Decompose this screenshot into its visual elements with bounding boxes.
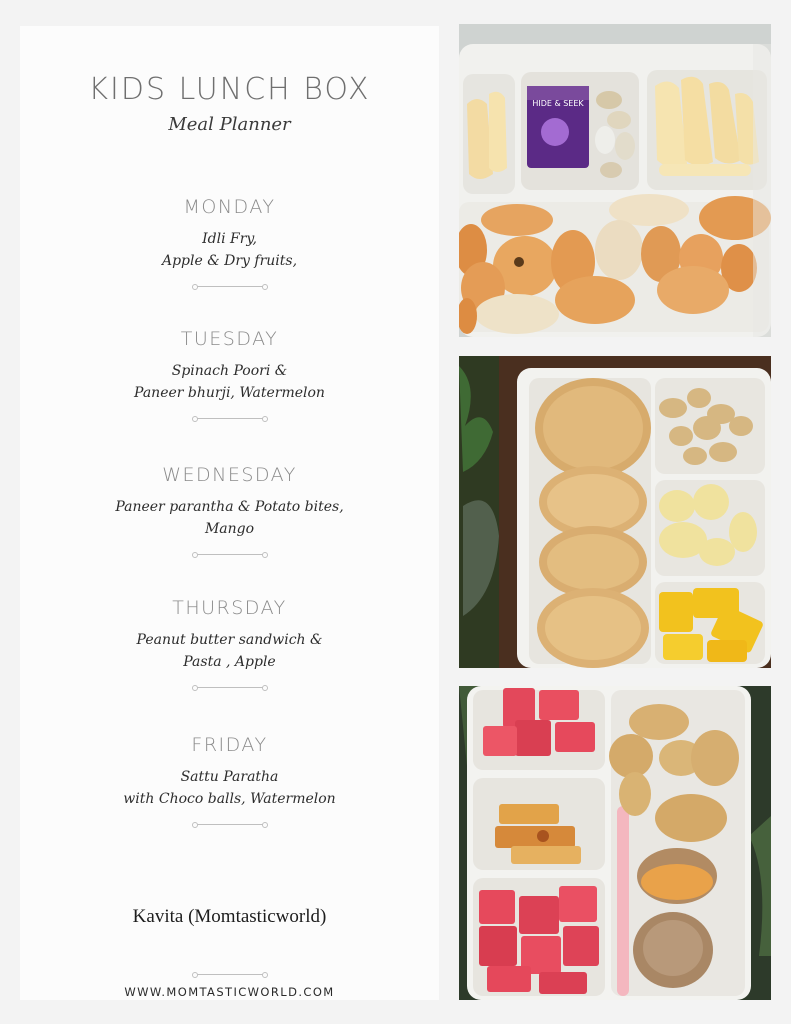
day-name: FRIDAY	[191, 734, 268, 756]
lunchbox-poori-mango-photo	[459, 356, 771, 668]
divider	[195, 824, 265, 825]
day-name: THURSDAY	[172, 597, 287, 619]
divider	[195, 554, 265, 555]
day-name: MONDAY	[183, 196, 276, 218]
meal-description: Idli Fry, Apple & Dry fruits,	[161, 231, 298, 269]
meal-description: Paneer parantha & Potato bites, Mango	[115, 499, 344, 537]
day-section-thursday	[20, 597, 439, 688]
divider	[195, 974, 265, 975]
day-section-wednesday	[20, 464, 439, 555]
divider	[195, 687, 265, 688]
day-section-friday	[20, 734, 439, 825]
lunchbox-paratha-watermelon-photo	[459, 686, 771, 1000]
divider	[195, 418, 265, 419]
day-name: WEDNESDAY	[162, 464, 297, 486]
lunchbox-photo-monday	[459, 24, 771, 337]
meal-description: Sattu Paratha with Choco balls, Watermelon	[123, 769, 336, 807]
day-section-tuesday	[20, 328, 439, 419]
meal-planner-card	[20, 26, 439, 1000]
meal-description: Peanut butter sandwich & Pasta , Apple	[136, 632, 323, 670]
meal-description: Spinach Poori & Paneer bhurji, Watermelon	[134, 363, 325, 401]
page-title: KIDS LUNCH BOX	[88, 72, 371, 107]
lunchbox-photo-tuesday	[459, 356, 771, 668]
website-link[interactable]: WWW.MOMTASTICWORLD.COM	[124, 985, 335, 999]
day-section-monday	[20, 196, 439, 287]
day-name: TUESDAY	[180, 328, 279, 350]
author-name: Kavita (Momtasticworld)	[132, 906, 327, 927]
lunchbox-photo-friday	[459, 686, 771, 1000]
divider	[195, 286, 265, 287]
snack-pack-label: HIDE & SEEK	[532, 99, 584, 108]
page-subtitle: Meal Planner	[168, 114, 291, 135]
lunchbox-idli-apple-photo	[459, 24, 771, 337]
